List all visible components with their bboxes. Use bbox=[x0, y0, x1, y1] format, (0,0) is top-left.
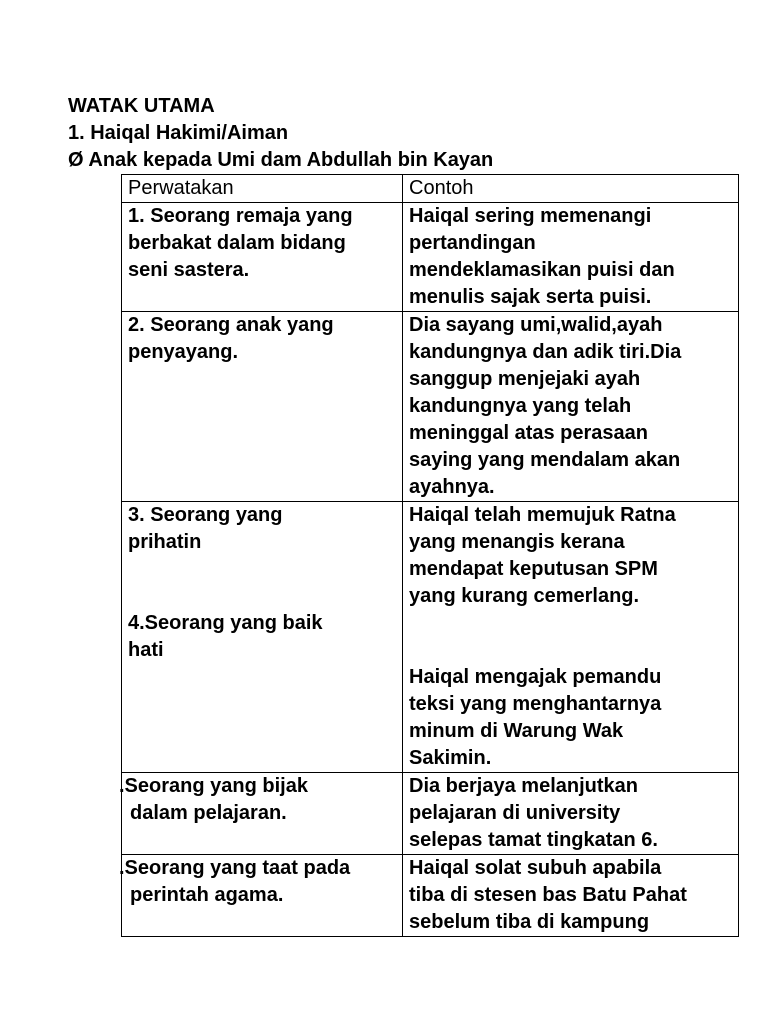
trait-line: hati bbox=[128, 639, 164, 661]
trait-cell bbox=[122, 203, 403, 312]
trait-line: 2. Seorang anak yang bbox=[128, 314, 334, 336]
trait-line: berbakat dalam bidang bbox=[128, 232, 346, 254]
header-contoh: Contoh bbox=[403, 175, 739, 203]
trait-line: .Seorang yang bijak bbox=[119, 775, 308, 797]
example-cell bbox=[403, 502, 739, 773]
character-description: Ø Anak kepada Umi dam Abdullah bin Kayan bbox=[68, 149, 494, 171]
trait-cell bbox=[122, 502, 403, 773]
example-line: mendeklamasikan puisi dan bbox=[409, 259, 675, 281]
example-line: ayahnya. bbox=[409, 476, 495, 498]
example-line: Haiqal solat subuh apabila bbox=[409, 857, 662, 879]
table-row bbox=[122, 203, 739, 312]
trait-cell bbox=[119, 855, 403, 937]
trait-line: dalam pelajaran. bbox=[130, 802, 287, 824]
table-row bbox=[122, 773, 739, 855]
example-cell bbox=[403, 203, 739, 312]
example-line: Sakimin. bbox=[409, 747, 492, 769]
trait-line: seni sastera. bbox=[128, 259, 250, 281]
example-line: selepas tamat tingkatan 6. bbox=[409, 829, 658, 851]
example-line: Haiqal mengajak pemandu bbox=[409, 666, 662, 688]
example-line: tiba di stesen bas Batu Pahat bbox=[409, 884, 687, 906]
trait-line: .Seorang yang taat pada bbox=[119, 857, 351, 879]
example-line: Haiqal telah memujuk Ratna bbox=[409, 504, 676, 526]
table-header-row bbox=[122, 175, 739, 203]
example-line: pertandingan bbox=[409, 232, 536, 254]
header-perwatakan: Perwatakan bbox=[122, 175, 403, 203]
trait-line: 4.Seorang yang baik bbox=[128, 612, 323, 634]
section-title: WATAK UTAMA bbox=[68, 95, 215, 117]
trait-line: perintah agama. bbox=[130, 884, 284, 906]
table-row bbox=[122, 855, 739, 937]
example-line: sanggup menjejaki ayah bbox=[409, 368, 641, 390]
example-line: Dia sayang umi,walid,ayah bbox=[409, 314, 663, 336]
example-line: minum di Warung Wak bbox=[409, 720, 624, 742]
trait-line: 1. Seorang remaja yang bbox=[128, 205, 353, 227]
character-name: 1. Haiqal Hakimi/Aiman bbox=[68, 122, 289, 144]
example-line: Haiqal sering memenangi bbox=[409, 205, 652, 227]
characterization-table bbox=[121, 174, 739, 937]
trait-cell bbox=[122, 312, 403, 502]
example-cell bbox=[403, 855, 739, 937]
example-line: sebelum tiba di kampung bbox=[409, 911, 650, 933]
example-line: kandungnya yang telah bbox=[409, 395, 632, 417]
example-line: teksi yang menghantarnya bbox=[409, 693, 662, 715]
trait-line: prihatin bbox=[128, 531, 202, 553]
example-line: Dia berjaya melanjutkan bbox=[409, 775, 638, 797]
table-row bbox=[122, 312, 739, 502]
example-line: mendapat keputusan SPM bbox=[409, 558, 658, 580]
example-line: pelajaran di university bbox=[409, 802, 621, 824]
trait-line: penyayang. bbox=[128, 341, 239, 363]
example-line: menulis sajak serta puisi. bbox=[409, 286, 652, 308]
example-line: kandungnya dan adik tiri.Dia bbox=[409, 341, 682, 363]
table-row bbox=[122, 502, 739, 773]
example-cell bbox=[403, 773, 739, 855]
example-line: meninggal atas perasaan bbox=[409, 422, 648, 444]
example-cell bbox=[403, 312, 739, 502]
trait-cell bbox=[119, 773, 403, 855]
example-line: yang kurang cemerlang. bbox=[409, 585, 640, 607]
example-line: yang menangis kerana bbox=[409, 531, 625, 553]
cell-spacer bbox=[409, 610, 732, 664]
example-line: saying yang mendalam akan bbox=[409, 449, 681, 471]
trait-line: 3. Seorang yang bbox=[128, 504, 283, 526]
cell-spacer bbox=[128, 556, 396, 610]
